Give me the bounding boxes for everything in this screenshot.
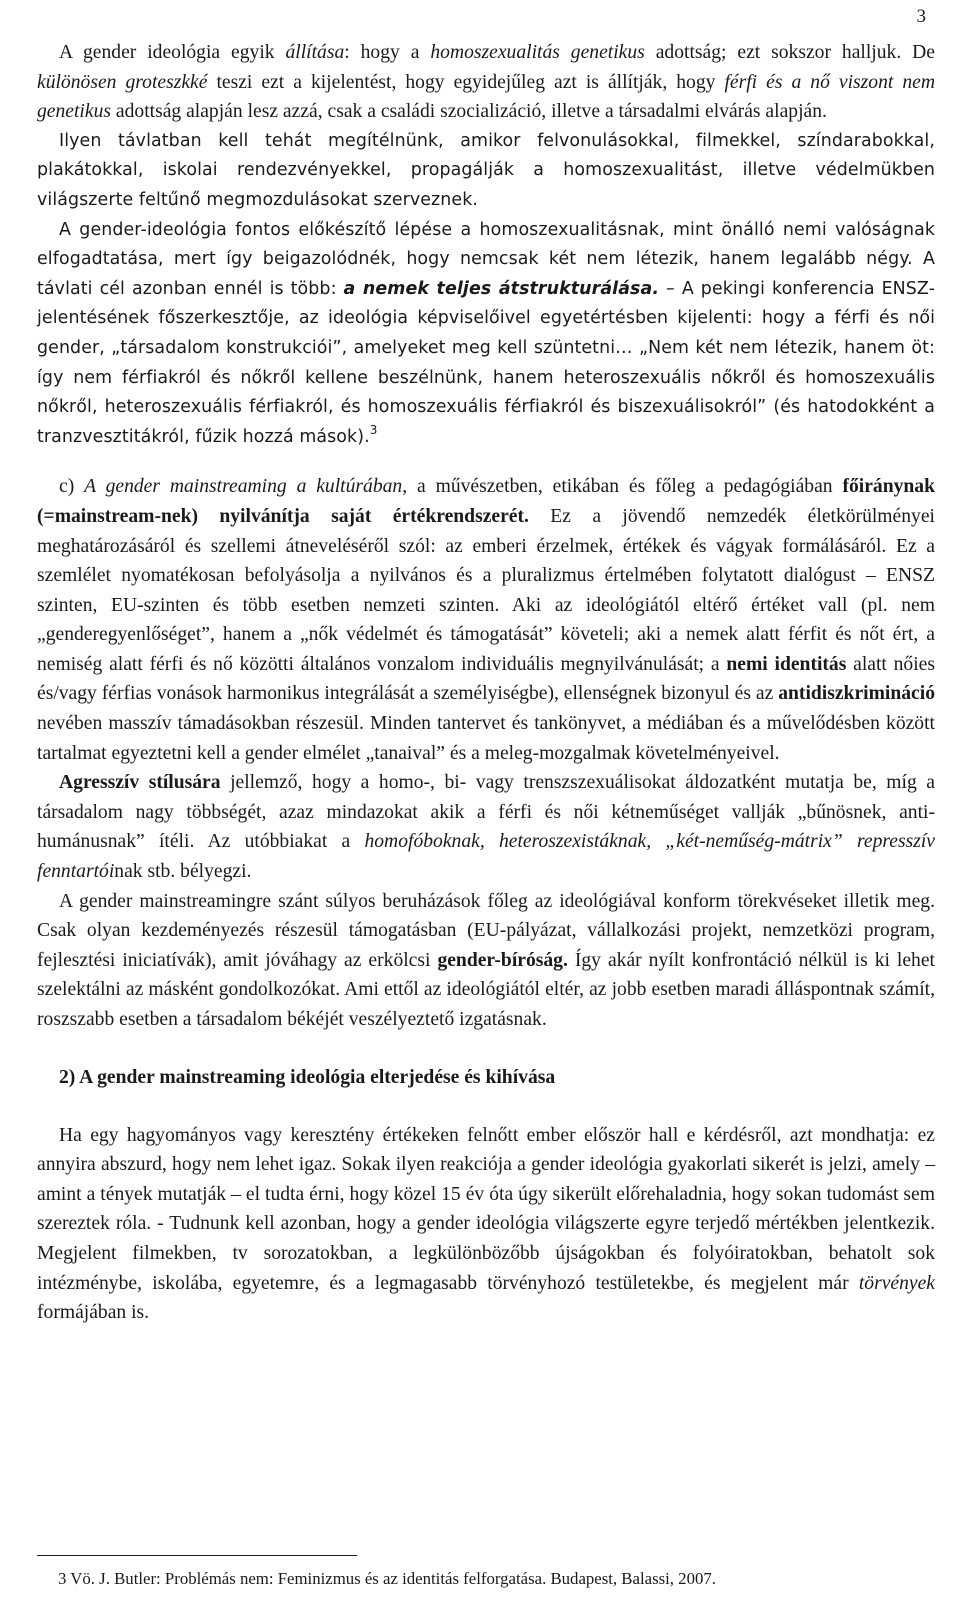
text-span: c) [59, 476, 85, 498]
footnote: 3 Vö. J. Butler: Problémás nem: Feminizmus és az identitás felforgatása. Budapest, Balassi, 2007. [58, 1569, 716, 1588]
italic-span: A gender mainstreaming a kultúrában [84, 476, 403, 498]
text-span: nak stb. bélyegzi. [114, 861, 252, 883]
paragraph-perspective: Ilyen távlatban kell tehát megítélnünk, amikor felvonulásokkal, filmekkel, színdarabokkal, plakátokkal, iskolai rendezvényekkel, propagálják a homoszexualitást, illetve védelmükben világszerte feltűnő megmozdulásokat szerveznek. [37, 130, 935, 210]
text-span: adottság; ezt sokszor halljuk. De [644, 42, 935, 63]
bold-span: nemi identitás [726, 653, 847, 675]
page-number: 3 [916, 6, 926, 27]
bold-italic-span: a nemek teljes átstrukturálása. [343, 278, 660, 299]
paragraph-gender-ideology [37, 216, 935, 453]
main-text [37, 38, 935, 1328]
text-span: Így akár nyílt konfrontáció nélkül is ki lehet szelektálni az másként gondolkozókat. Ami ettől az ideológiától eltér, az jobb esetben maradi álláspontnak számít, roszszabb esetben a társadalom békéjét veszélyeztető izgatásnak. [37, 949, 935, 1030]
text-span: Ez a jövendő nemzedék életkörülményei meghatározásáról és szellemi átneveléséről szól: az emberi érzelmek, értékek és vágyak formálásáról. Ez a szemlélet nyomatékosan befolyásolja a nyilvános és a pluralizmus értelmében folytatott dialógust – ENSZ szinten, EU-szinten és több esetben nemzeti szinten. Aki az ideológiától eltérő értéket vall (pl. nem „genderegyenlőséget”, hanem a „nők védelmét és támogatását” követeli; aki a nemek alatt férfit és nőt ért, a nemiség alatt férfi és nő közötti általános vonzalom individuális megnyilvánulását; a [37, 505, 935, 675]
italic-span: férfi és a nő viszont nem genetikus [37, 71, 935, 123]
italic-span: állítása [285, 42, 345, 63]
paragraph-spread [37, 1121, 935, 1328]
paragraph-investments [37, 887, 935, 1035]
footnote-separator [37, 1555, 357, 1556]
text-span: jellemző, hogy a homo-, bi- vagy trenszszexuálisokat áldozatként mutatja be, míg a társadalom nagy többségét, azaz mindazokat akik a férfi és női kétneműséget vallják „bűnösnek, anti-humánusnak” ítéli. Az utóbbiakat a [37, 772, 935, 853]
text-span: nevében masszív támadásokban részesül. Minden tantervet és tankönyvet, a médiában és a művelődésben között tartalmat egyeztetni kell a gender elmélet „tanaival” és a meleg-mozgalmak követelményeivel. [37, 713, 935, 764]
italic-span: törvények [858, 1272, 935, 1294]
bold-span: antidiszkrimináció [778, 683, 935, 705]
paragraph-intro [37, 38, 935, 127]
text-span: A gender mainstreamingre szánt súlyos beruházások főleg az ideológiával konform törekvéseket illetik meg. Csak olyan kezdeményezés részesül támogatásban (EU-pályázat, vállalkozási projekt, nemzetközi program, fejlesztési iniciatívák), amit jóváhagy az erkölcsi [37, 890, 935, 971]
text-span: teszi ezt a kijelentést, hogy egyidejűleg azt is állítják, hogy [207, 71, 725, 93]
text-span: A gender-ideológia fontos előkészítő lépése a homoszexualitásnak, mint önálló nemi valóságnak elfogadtatása, mert így beigazolódnék, hogy nemcsak két nem létezik, hanem legalább négy. A távlati cél azonban ennél is több: [37, 219, 935, 299]
text-span: Ha egy hagyományos vagy keresztény értékeken felnőtt ember először hall e kérdésről, azt mondhatja: ez annyira abszurd, hogy nem lehet igaz. Sokak ilyen reakciója a gender ideológia gyakorlati sikerét is jelzi, amely – amint a tények mutatják – el tudta érni, hogy közel 15 év óta úgy sikerült előrehaladnia, hogy sokan tudomást sem szereztek róla. - Tudnunk kell azonban, hogy a gender ideológia világszerte egyre terjedő mértékben jelentkezik. Megjelent filmekben, tv sorozatokban, a legkülönbözőbb újságokban és folyóiratokban, behatolt sok intézménybe, iskolába, egyetemre, és a legmagasabb törvényhozó testületekbe, és megjelent már [37, 1124, 935, 1294]
italic-span: homoszexualitás genetikus [430, 42, 645, 63]
paragraph-culture [37, 472, 935, 768]
bold-span: gender-bíróság. [437, 949, 568, 971]
section-heading: 2) A gender mainstreaming ideológia elterjedése és kihívása [59, 1066, 556, 1088]
bold-span: főiránynak (=mainstream-nek) nyilvánítja saját értékrendszerét. [37, 476, 935, 527]
text-span: adottság alapján lesz azzá, csak a családi szocializáció, illetve a társadalmi elvárás alapján. [111, 101, 827, 123]
footnote-ref[interactable]: 3 [369, 422, 378, 437]
paragraph-aggressive-style [37, 768, 935, 886]
text-span: – A pekingi konferencia ENSZ-jelentésének főszerkesztője, az ideológia képviselőivel egyetértésben kijelenti: hogy a férfi és női gender, „társadalom konstrukciói”, amelyeket meg kell szüntetni… „Nem két nem létezik, hanem öt: így nem férfiakról és nőkről kellene beszélnünk, hanem heteroszexuális nőkről és homoszexuális nőkről, heteroszexuális férfiakról, és homoszexuális férfiakról és biszexuálisokról” (és hatodokként a tranzvesztitákról, fűzik hozzá mások). [37, 278, 935, 447]
italic-span: homofóboknak, heteroszexistáknak, „két-neműség-mátrix” represszív fenntartói [37, 831, 935, 883]
text-span: alatt nőies és/vagy férfias vonások harmonikus integrálását a személyiségbe), ellenségnek bizonyul és az [37, 653, 935, 705]
text-span: , a művészetben, etikában és főleg a pedagógiában [402, 476, 843, 498]
text-span: : hogy a [344, 42, 431, 63]
italic-span: különösen groteszkké [37, 71, 208, 93]
text-span: formájában is. [37, 1302, 150, 1324]
bold-span: Agresszív stílusára [59, 772, 221, 794]
text-span: A gender ideológia egyik [59, 42, 286, 63]
